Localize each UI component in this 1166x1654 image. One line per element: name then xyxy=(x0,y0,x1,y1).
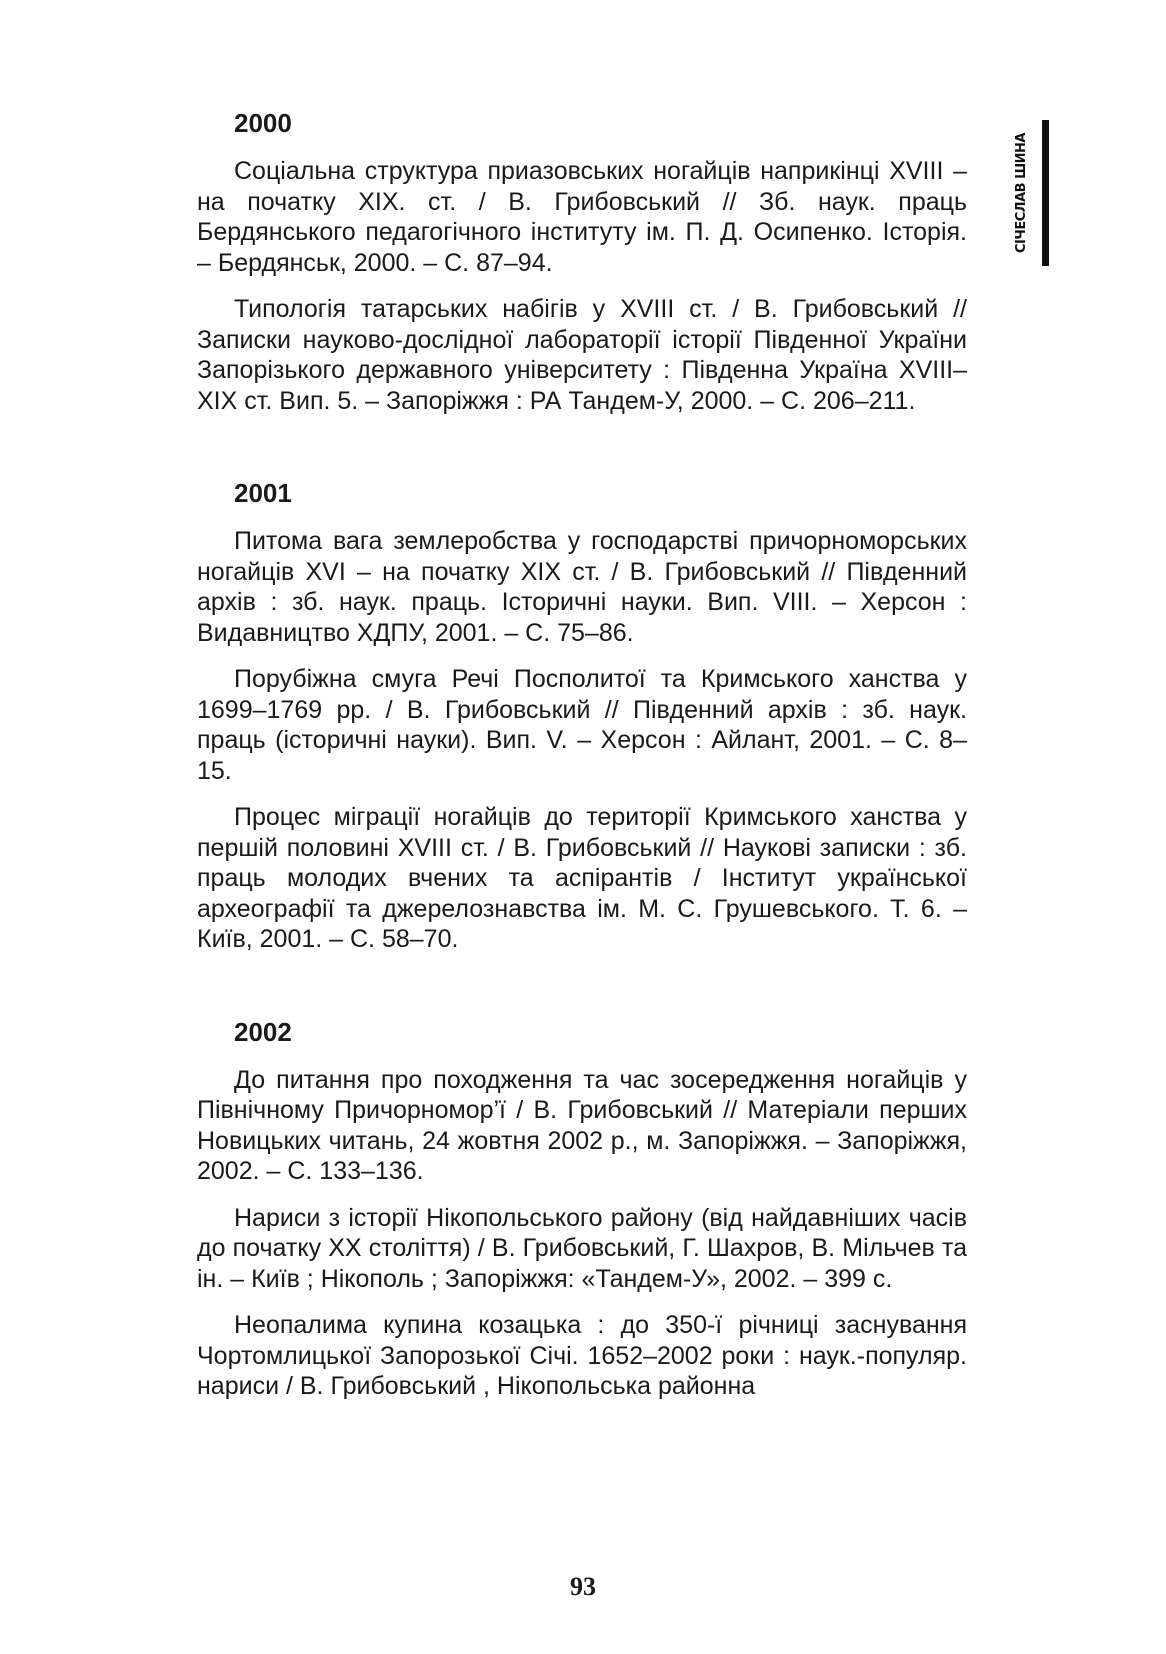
bibliography-entry: Нариси з історії Нікопольського району (від найдавніших часів до початку XX століття) / В. Грибовський, Г. Шахров, В. Мільчев та ін. – Київ ; Нікополь ; Запоріжжя: «Тандем-У», 2002. – 399 с. xyxy=(197,1203,967,1293)
bibliography-entry: Неопалима купина козацька : до 350-ї річниці заснування Чортомлицької Запорозької Січі. 1652–2002 роки : наук.-популяр. нариси / В. Грибовський , Нікопольська районна xyxy=(197,1311,967,1400)
bibliography-entry: Питома вага землеробства у господарстві причорноморських ногайців XVI – на початку XIX ст. / В. Грибовський // Південний архів : зб. наук. праць. Історичні науки. Вип. VIII. – Херсон : Видавництво ХДПУ, 2001. – С. 75–86. xyxy=(197,527,967,647)
year-heading: 2002 xyxy=(234,1016,292,1047)
section-2000 xyxy=(197,108,967,416)
bibliography-entry: Процес міграції ногайців до території Кримського ханства у першій половині XVIII ст. / В. Грибовський // Наукові записки : зб. праць молодих вчених та аспірантів / Інститут української археографії та джерелознавства ім. М. С. Грушевського. Т. 6. – Київ, 2001. – С. 58–70. xyxy=(197,803,967,953)
year-heading: 2001 xyxy=(234,478,292,508)
bibliography-entry: До питання про походження та час зосередження ногайців у Північному Причорномор’ї / В. Грибовський // Матеріали перших Новицьких читань, 24 жовтня 2002 р., м. Запоріжжя. – Запоріжжя, 2002. – С. 133–136. xyxy=(197,1065,967,1185)
bibliography-content xyxy=(197,108,967,1418)
vertical-logo-icon: СІЧЕСЛАВ ШИНА xyxy=(1014,133,1029,253)
section-2001 xyxy=(197,478,967,955)
bibliography-entry: Типологія татарських набігів у XVIII ст. / В. Грибовський // Записки науково-дослідної лабораторії історії Південної України Запорізького державного університету : Південна Україна XVIII–XIX ст. Вип. 5. – Запоріжжя : РА Тандем-У, 2000. – С. 206–211. xyxy=(197,295,967,415)
bibliography-entry: Порубіжна смуга Речі Посполитої та Кримського ханства у 1699–1769 рр. / В. Грибовський // Південний архів : зб. наук. праць (історичні науки). Вип. V. – Херсон : Айлант, 2001. – С. 8–15. xyxy=(197,665,967,785)
side-logo xyxy=(1010,118,1050,268)
page-number: 93 xyxy=(570,1572,596,1601)
year-heading: 2000 xyxy=(234,108,292,138)
logo-bar xyxy=(1042,120,1049,266)
section-2002 xyxy=(197,1017,967,1402)
bibliography-entry: Соціальна структура приазовських ногайців наприкінці XVIII – на початку XIX. ст. / В. Грибовський // Зб. наук. праць Бердянського педагогічного інституту ім. П. Д. Осипенко. Історія. – Бердянськ, 2000. – С. 87–94. xyxy=(197,157,967,277)
